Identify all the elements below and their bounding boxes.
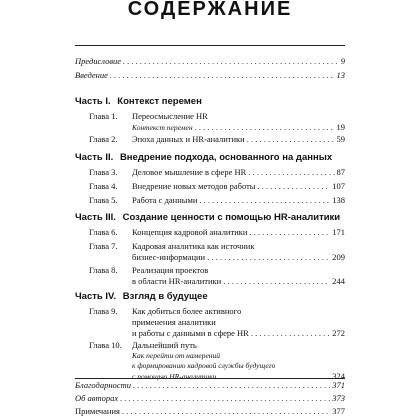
chapter-number: Глава 9. — [89, 306, 118, 316]
dot-leader — [247, 134, 335, 144]
dot-leader — [122, 406, 330, 416]
dot-leader — [248, 167, 334, 177]
entry-title: Об авторах — [75, 393, 119, 403]
chapter-title: в области HR-аналитики — [132, 276, 222, 286]
chapter-number: Глава 1. — [89, 111, 118, 121]
chapter-number: Глава 8. — [89, 265, 118, 275]
chapter-title: Реализация проектов — [132, 265, 209, 275]
entry-page: 377 — [332, 406, 345, 416]
chapter-title: Работа с данными — [132, 195, 198, 205]
part-label: Часть II. — [75, 152, 114, 163]
part-label: Часть III. — [75, 212, 116, 223]
chapter-number: Глава 6. — [89, 227, 118, 237]
chapter-title: Дальнейший путь — [132, 340, 197, 350]
chapter-page: 19 — [336, 122, 345, 132]
toc-entry-introduction — [75, 70, 345, 84]
top-rule — [75, 45, 345, 46]
chapter-title: Переосмысление HR — [132, 111, 208, 121]
part-title: Взгляд в будущее — [122, 291, 208, 302]
part-heading-3 — [75, 212, 345, 223]
chapter-page: 324 — [332, 371, 345, 381]
chapter-page: 87 — [336, 167, 345, 177]
dot-leader — [207, 252, 330, 262]
chapter-page: 138 — [332, 195, 345, 205]
dot-leader — [258, 181, 331, 191]
part-title: Контекст перемен — [117, 96, 202, 107]
chapter-number: Глава 4. — [89, 181, 118, 191]
entry-page: 371 — [332, 380, 345, 390]
entry-title: Предисловие — [75, 56, 122, 66]
chapter-title: Кадровая аналитика как источник — [132, 241, 255, 251]
entry-page: 373 — [332, 393, 345, 403]
dot-leader — [110, 70, 335, 80]
chapter-page: 107 — [332, 181, 345, 191]
chapter-subtitle: к формированию кадровой службы будущего — [132, 361, 276, 370]
dot-leader — [195, 122, 335, 132]
chapter-title: Эпоха данных и HR-аналитики — [132, 134, 245, 144]
part-title: Внедрение подхода, основанного на данных — [119, 152, 333, 163]
chapter-number: Глава 5. — [89, 195, 118, 205]
chapter-title: Деловое мышление в сфере HR — [132, 167, 247, 177]
chapter-subtitle: Как перейти от намерений — [132, 351, 220, 360]
chapter-number: Глава 2. — [89, 134, 118, 144]
chapter-page: 244 — [332, 276, 345, 286]
dot-leader — [249, 227, 330, 237]
toc-entry-preface — [75, 56, 345, 70]
entry-page: 13 — [336, 70, 345, 80]
dot-leader — [223, 276, 330, 286]
toc-entry-acknowledgements — [75, 380, 345, 394]
chapter-title: Внедрение новых методов работы — [132, 181, 256, 191]
dot-leader — [133, 380, 330, 390]
part-heading-1 — [75, 96, 345, 107]
dot-leader — [199, 195, 330, 205]
chapter-page: 209 — [332, 252, 345, 262]
chapter-title: Как добиться более активного — [132, 306, 242, 316]
chapter-title: применения аналитики — [132, 317, 216, 327]
toc-entry-about-authors — [75, 393, 345, 407]
bottom-rule — [75, 378, 345, 379]
dot-leader — [251, 328, 330, 338]
chapter-page: 171 — [332, 227, 345, 237]
part-label: Часть IV. — [75, 291, 117, 302]
dot-leader — [123, 56, 339, 66]
dot-leader — [120, 393, 330, 403]
entry-title: Примечания — [75, 406, 120, 416]
chapter-subtitle: с помощью HR-аналитики — [132, 372, 217, 381]
chapter-title: Концепция кадровой аналитики — [132, 227, 248, 237]
chapter-number: Глава 10. — [89, 340, 122, 350]
part-title: Создание ценности с помощью HR-аналитики — [122, 212, 341, 223]
toc-entry-notes — [75, 406, 345, 420]
chapter-number: Глава 7. — [89, 241, 118, 251]
chapter-title: и работы с данными в сфере HR — [132, 328, 249, 338]
chapter-subtitle: Контекст перемен — [132, 123, 193, 132]
page-title: СОДЕРЖАНИЕ — [127, 0, 293, 20]
chapter-page: 272 — [332, 328, 345, 338]
chapter-page: 59 — [336, 134, 345, 144]
entry-title: Благодарности — [75, 380, 131, 390]
chapter-number: Глава 3. — [89, 167, 118, 177]
entry-page: 9 — [340, 56, 345, 66]
entry-title: Введение — [75, 70, 108, 80]
part-label: Часть I. — [75, 96, 111, 107]
chapter-title: бизнес-информации — [132, 252, 206, 262]
part-heading-4 — [75, 291, 345, 302]
part-heading-2 — [75, 152, 345, 163]
